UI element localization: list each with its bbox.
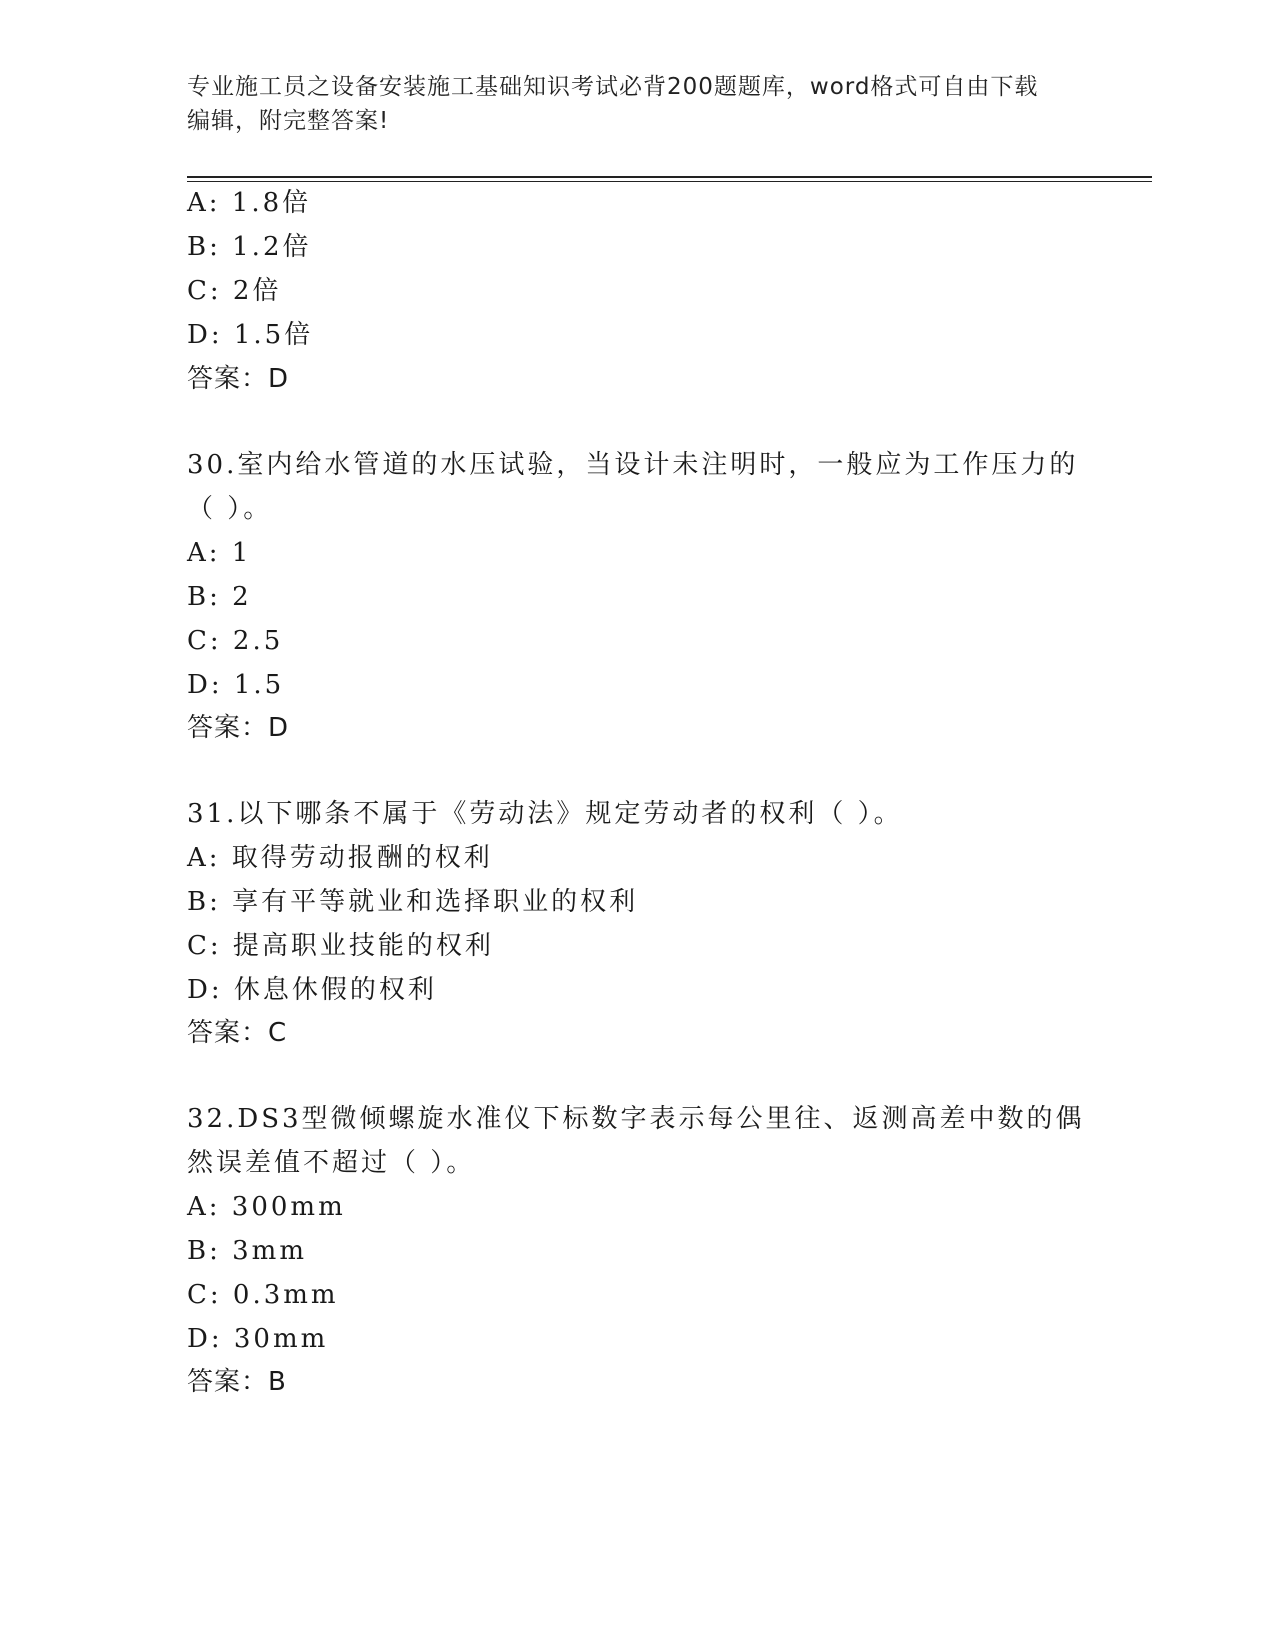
q30-option-d: D: 1.5	[187, 670, 285, 700]
q31-option-d: D: 休息休假的权利	[187, 975, 437, 1005]
q31-option-b: B: 享有平等就业和选择职业的权利	[187, 887, 639, 917]
q30-option-c: C: 2.5	[187, 626, 284, 656]
q30-stem-line-2: （ ）。	[187, 494, 273, 524]
q31-option-c: C: 提高职业技能的权利	[187, 931, 494, 961]
header-title-line-1: 专业施工员之设备安装施工基础知识考试必背200题题库，word格式可自由下载	[187, 74, 1039, 100]
q29-option-d: D: 1.5倍	[187, 320, 314, 350]
q30-answer: 答案：D	[187, 713, 290, 743]
q32-stem-line-1: 32.DS3型微倾螺旋水准仪下标数字表示每公里往、返测高差中数的偶	[187, 1104, 1085, 1134]
header-divider	[187, 176, 1152, 182]
document-header	[187, 70, 1077, 138]
q31-stem-line-1: 31.以下哪条不属于《劳动法》规定劳动者的权利（ ）。	[187, 799, 903, 829]
q30-stem-line-1: 30.室内给水管道的水压试验，当设计未注明时，一般应为工作压力的	[187, 450, 1079, 480]
q32-option-c: C: 0.3mm	[187, 1280, 339, 1310]
q29-option-b: B: 1.2倍	[187, 232, 312, 262]
q29-answer: 答案：D	[187, 364, 290, 394]
q31-answer: 答案：C	[187, 1018, 288, 1048]
q30-option-a: A: 1	[187, 538, 252, 568]
q32-option-d: D: 30mm	[187, 1324, 329, 1354]
q29-option-c: C: 2倍	[187, 276, 282, 306]
header-title-line-2: 编辑，附完整答案!	[187, 108, 390, 134]
q31-option-a: A: 取得劳动报酬的权利	[187, 843, 493, 873]
q30-option-b: B: 2	[187, 582, 252, 612]
q32-stem-line-2: 然误差值不超过（ ）。	[187, 1148, 476, 1178]
q29-option-a: A: 1.8倍	[187, 188, 312, 218]
q32-answer: 答案：B	[187, 1367, 287, 1397]
q32-option-a: A: 300mm	[187, 1192, 346, 1222]
q32-option-b: B: 3mm	[187, 1236, 307, 1266]
